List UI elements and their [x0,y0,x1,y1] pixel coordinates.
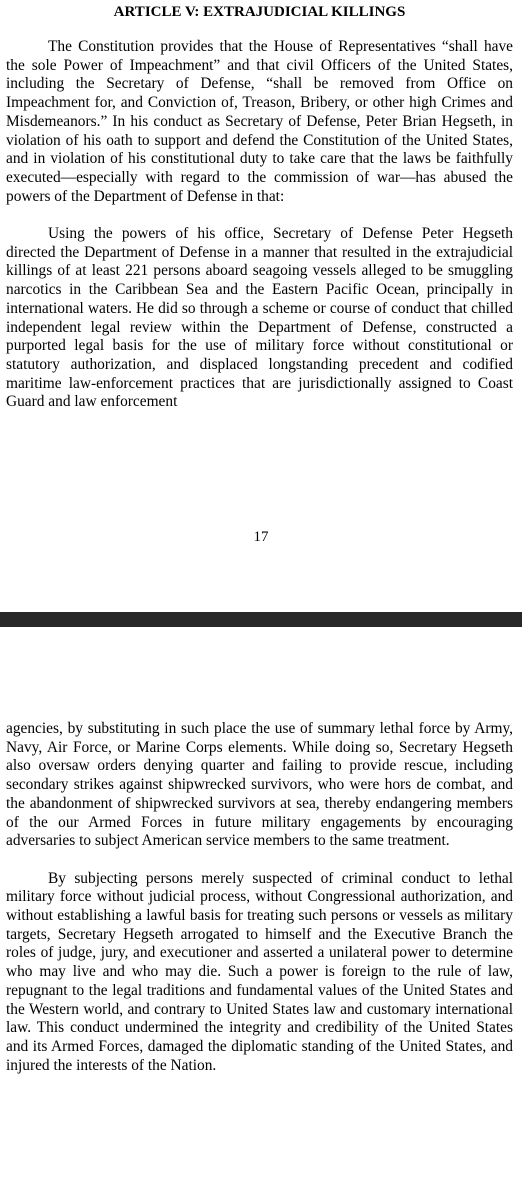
document-page-18 [0,720,522,1200]
page-number: 17 [253,529,269,545]
paragraph-judicial-process: By subjecting persons merely suspected of criminal conduct to lethal military force without judicial process, without Congressional authorization, and without establishing a lawful basis for treating such persons or vessels as military targets, Secretary Hegseth arrogated to himself and the Executive Branch the roles of judge, jury, and executioner and asserted a unilateral power to determine who may live and who may die. Such a power is foreign to the rule of law, repugnant to the legal traditions and fundamental values of the United States and the Western world, and contrary to United States law and customary international law. This conduct undermined the integrity and credibility of the United States and its Armed Forces, damaged the diplomatic standing of the United States, and injured the interests of the Nation. [6,869,513,1074]
paragraph-constitution: The Constitution provides that the House of Representatives “shall have the sole Power of Impeachment” and that civil Officers of the United States, including the Secretary of Defense, “shall be removed from Office on Impeachment for, and Conviction of, Treason, Bribery, or other high Crimes and Misdemeanors.” In his conduct as Secretary of Defense, Peter Brian Hegseth, in violation of his oath to support and defend the Constitution of the United States, and in violation of his constitutional duty to take care that the laws be faithfully executed—especially with regard to the commission of war—has abused the powers of the Department of Defense in that: [6,38,513,205]
paragraph-extrajudicial-killings: Using the powers of his office, Secretary of Defense Peter Hegseth directed the Department of Defense in a manner that resulted in the extrajudicial killings of at least 221 persons aboard seagoing vessels alleged to be smuggling narcotics in the Caribbean Sea and the Eastern Pacific Ocean, principally in international waters. He did so through a scheme or course of conduct that chilled independent legal review within the Department of Defense, constructed a purported legal basis for the use of military force without constitutional or statutory authorization, and displaced longstanding precedent and codified maritime law-enforcement practices that are jurisdictionally assigned to Coast Guard and law enforcement [6,225,513,411]
article-heading: ARTICLE V: EXTRAJUDICIAL KILLINGS [113,4,406,20]
page-divider [0,612,522,627]
paragraph-continued: agencies, by substituting in such place the use of summary lethal force by Army, Navy, Air Force, or Marine Corps elements. While doing so, Secretary Hegseth also oversaw orders denying quarter and failing to provide rescue, including secondary strikes against shipwrecked survivors, who were hors de combat, and the abandonment of shipwrecked survivors at sea, thereby endangering members of the our Armed Forces in future military engagements by encouraging adversaries to subject American service members to the same treatment. [6,720,513,850]
